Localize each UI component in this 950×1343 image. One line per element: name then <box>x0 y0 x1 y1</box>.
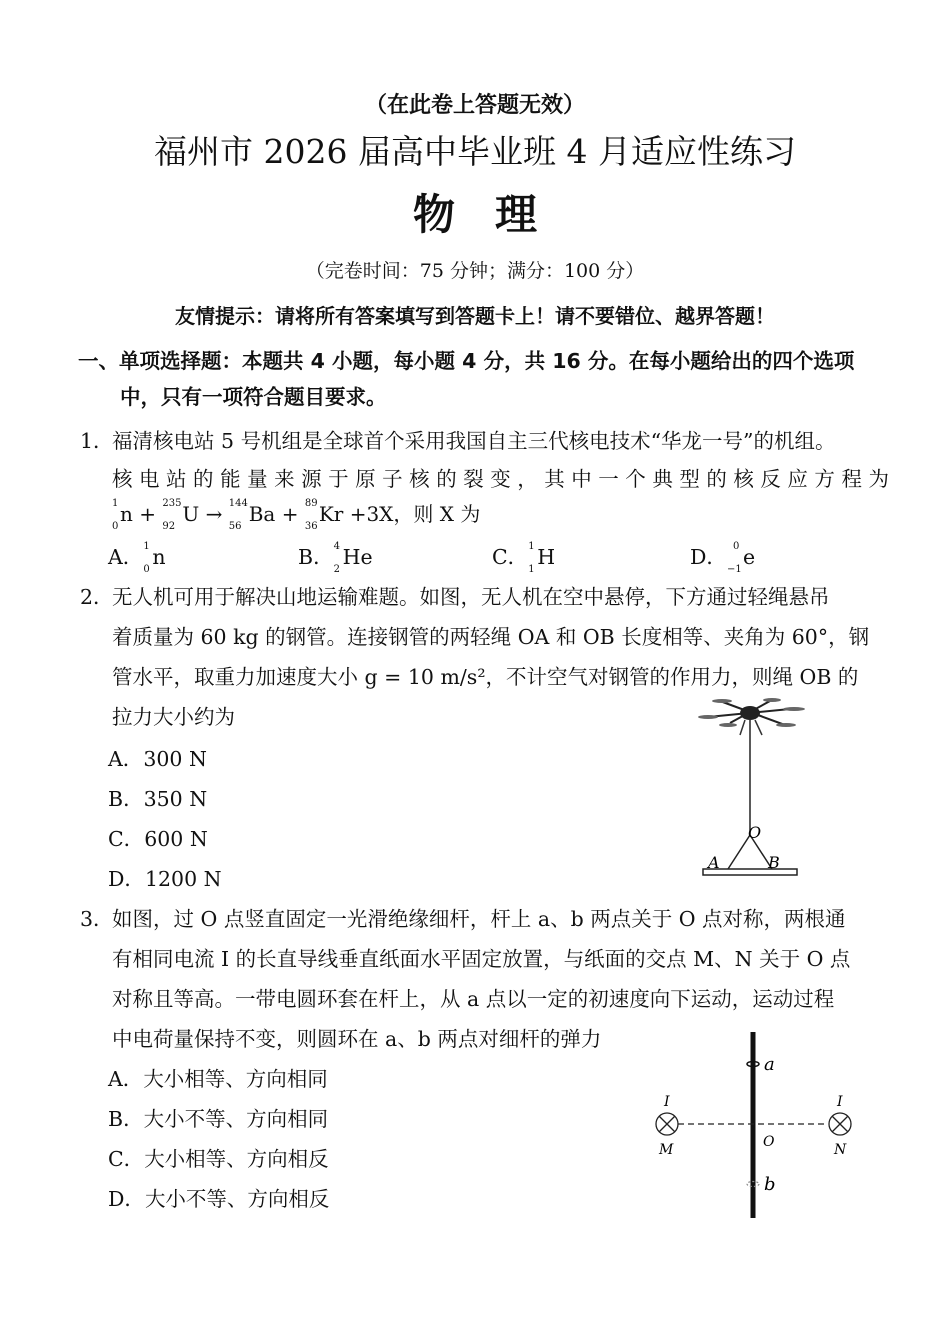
q1-formula: 1 0 n + 235 92 U → 144 56 Ba + 89 36 Kr +3X，则 X 为 <box>112 498 481 532</box>
q1-option-d: D． 0 −1 e <box>690 541 756 575</box>
wire-m-cross-icon <box>656 1113 678 1135</box>
section-heading-line2: 中，只有一项符合题目要求。 <box>120 385 387 409</box>
subject-title: 物理 <box>412 190 577 239</box>
label-o: O <box>763 1134 775 1150</box>
rod-figure <box>640 1030 870 1225</box>
q1-option-b: B． 4 2 He <box>298 541 373 575</box>
q3-line1: 如图，过 O 点竖直固定一光滑绝缘细杆，杆上 a、b 两点关于 O 点对称，两根通 <box>112 907 846 931</box>
label-o: O <box>748 823 762 842</box>
formula-tail: +3X，则 X 为 <box>349 502 481 526</box>
tip: 友情提示：请将所有答案填写到答题卡上！请不要错位、越界答题！ <box>175 304 775 328</box>
q3-number: 3． <box>80 907 114 931</box>
neutron-nuclide: 1 0 n <box>112 498 133 532</box>
q2-option-d: D．1200 N <box>108 867 222 891</box>
q3-line4: 中电荷量保持不变，则圆环在 a、b 两点对细杆的弹力 <box>112 1027 602 1051</box>
q1-option-c: C． 1 1 H <box>492 541 556 575</box>
q3-option-a: A．大小相等、方向相同 <box>108 1067 328 1091</box>
q2-line2: 着质量为 60 kg 的钢管。连接钢管的两轻绳 OA 和 OB 长度相等、夹角为 60°，钢 <box>112 625 870 649</box>
q3-option-d: D．大小不等、方向相反 <box>108 1187 330 1211</box>
drone-icon <box>698 698 805 735</box>
section-heading-line1: 一、单项选择题：本题共 4 小题，每小题 4 分，共 16 分。在每小题给出的四个选项 <box>78 349 855 373</box>
label-m: M <box>659 1142 674 1158</box>
label-a: A <box>708 853 720 872</box>
q1-line1: 福清核电站 5 号机组是全球首个采用我国自主三代核电技术“华龙一号”的机组。 <box>112 429 836 453</box>
q2-option-b: B．350 N <box>108 787 208 811</box>
q1-number: 1． <box>80 429 114 453</box>
label-i-left: I <box>664 1094 670 1110</box>
notice: （在此卷上答题无效） <box>364 93 585 118</box>
q1-option-a: A． 1 0 n <box>108 541 166 575</box>
q3-option-c: C．大小相等、方向相反 <box>108 1147 329 1171</box>
barium-nuclide: 144 56 Ba <box>228 498 276 532</box>
label-n: N <box>834 1142 847 1158</box>
exam-title: 福州市 2026 届高中毕业班 4 月适应性练习 <box>154 132 796 171</box>
time-info: （完卷时间：75 分钟；满分：100 分） <box>305 260 645 282</box>
rope-oa <box>728 835 750 869</box>
q2-number: 2． <box>80 585 114 609</box>
q2-option-c: C．600 N <box>108 827 208 851</box>
label-b: B <box>768 853 780 872</box>
q2-line3: 管水平，取重力加速度大小 g = 10 m/s²，不计空气对钢管的作用力，则绳 OB 的 <box>112 665 859 689</box>
label-a: a <box>764 1054 775 1075</box>
q2-line1: 无人机可用于解决山地运输难题。如图，无人机在空中悬停，下方通过轻绳悬吊 <box>112 585 830 609</box>
uranium-nuclide: 235 92 U <box>162 498 200 532</box>
drone-figure <box>690 695 840 885</box>
q2-option-a: A．300 N <box>108 747 207 771</box>
wire-n-cross-icon <box>829 1113 851 1135</box>
q3-line3: 对称且等高。一带电圆环套在杆上，从 a 点以一定的初速度向下运动，运动过程 <box>112 987 835 1011</box>
label-i-right: I <box>837 1094 843 1110</box>
krypton-nuclide: 89 36 Kr <box>304 498 344 532</box>
label-b: b <box>764 1174 776 1195</box>
q1-line2: 核 电 站 的 能 量 来 源 于 原 子 核 的 裂 变 ， 其 中 一 个 典 型 的 核 反 应 方 程 为 <box>112 467 889 491</box>
q2-line4: 拉力大小约为 <box>112 705 235 729</box>
q3-line2: 有相同电流 I 的长直导线垂直纸面水平固定放置，与纸面的交点 M、N 关于 O 点 <box>112 947 851 971</box>
q3-option-b: B．大小不等、方向相同 <box>108 1107 329 1131</box>
